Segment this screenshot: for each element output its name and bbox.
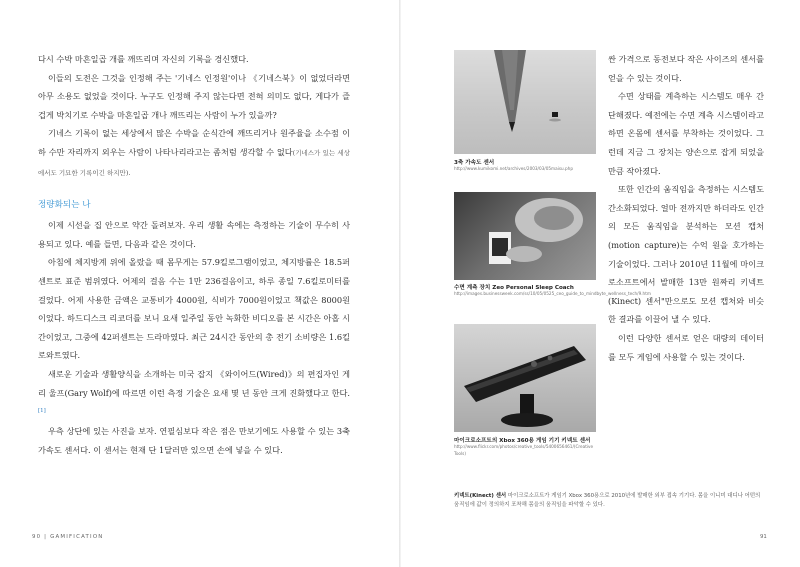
figure-caption-title: 마이크로소프트의 Xbox 360용 게임 기기 키넥트 센서 bbox=[454, 438, 591, 444]
paragraph bbox=[38, 124, 350, 182]
footer-right: 91 bbox=[760, 534, 767, 540]
sleep-coach-photo bbox=[454, 192, 596, 280]
kinect-illustration bbox=[454, 324, 596, 432]
paragraph: 이들의 도전은 그것을 인정해 주는 '기네스 인정원'이나 《기네스북》이 없었더라면 아무 소용도 없었을 것이다. 누구도 인정해 주지 않는다면 전혀 의미도 없다, 게다가 즐겁게 박치기로 수박을 마흔일곱 개나 깨뜨리는 사람이 누가 있을까? bbox=[38, 72, 350, 120]
paragraph: 수면 상태를 계측하는 시스템도 매우 간단해졌다. 예전에는 수면 계측 시스템이라고 하면 온몸에 센서를 부착하는 것이었다. 그런데 지금 그 장치는 양손으로 잡게 되었을 만큼 작아졌다. bbox=[608, 91, 764, 176]
right-page-body bbox=[608, 50, 764, 366]
paragraph: 이제 시선을 집 안으로 약간 돌려보자. 우리 생활 속에는 측정하는 기술이 무수히 사용되고 있다. 예를 들면, 다음과 같은 것이다. bbox=[38, 220, 350, 249]
paragraph: 싼 가격으로 동전보다 작은 사이즈의 센서를 얻을 수 있는 것이다. bbox=[608, 54, 764, 83]
left-page-body bbox=[38, 50, 350, 460]
page-gutter bbox=[399, 0, 401, 567]
parenthetical-note: (기네스가 있는 세상에서도 기묘한 기록이긴 하지만). bbox=[38, 148, 350, 177]
kinect-sidebar-note bbox=[454, 492, 764, 510]
paragraph: 아침에 체지방계 위에 올랐을 때 몸무게는 57.9킬로그램이었고, 체지방률은 18.5퍼센트로 표준 범위였다. 어제의 걸음 수는 1만 236걸음이고, 하루 종일 7.6킬로미터를 걸었다. 어제 사용한 금액은 교통비가 4000원, 식비가 7000원이었고 책값은 8000원이었다. 하드디스크 리코더를 보니 요새 일주일 동안 녹화한 비디오를 본 시간은 아홉 시간이었고, 그중에 42퍼센트는 드라마였다. 최근 24시간 동안의 총 전기 소비량은 1.6킬로와트였다. bbox=[38, 257, 350, 361]
sidebar-note-text: 마이크로소프트가 게임기 Xbox 360용으로 2010년에 발매한 외부 접속 기기다. 몸을 이니미 대디나 어떤의 움직임에 값이 정의하지 포착해 몸을의 움직임을 파악할 수 있다. bbox=[454, 493, 761, 508]
paragraph-text: 기네스 기록이 없는 세상에서 많은 수박을 순식간에 깨뜨리거나 원주율을 소수점 이하 수만 자리까지 외우는 사람이 나타나리라고는 좀처럼 생각할 수 없다 bbox=[38, 128, 350, 157]
footer-left: 90 | GAMIFICATION bbox=[32, 534, 104, 540]
figure-caption-url[interactable]: http://www.kumikomi.net/archives/2003/03/05maisu.php bbox=[454, 166, 573, 171]
kinect-photo bbox=[454, 324, 596, 432]
paragraph bbox=[38, 365, 350, 423]
sidebar-note-title: 키넥트(Kinect) 센서 bbox=[454, 493, 507, 499]
footnote-link[interactable]: [1] bbox=[38, 408, 46, 415]
figure-caption-title: 수면 계측 장치 Zeo Personal Sleep Coach bbox=[454, 285, 574, 291]
paragraph: 이런 다양한 센서로 얻은 대량의 데이터를 모두 게임에 사용할 수 있는 것이다. bbox=[608, 332, 764, 362]
sleep-coach-illustration bbox=[454, 192, 596, 280]
paragraph-text: 새로운 기술과 생활양식을 소개하는 미국 잡지 《와이어드(Wired)》의 편집자인 게리 울프(Gary Wolf)에 따르면 이런 측정 기술은 요새 몇 년 동안 크게 진화했다고 한다. bbox=[38, 368, 350, 398]
pencil-illustration bbox=[454, 50, 596, 154]
accelerometer-photo bbox=[454, 50, 596, 154]
paragraph: 우측 상단에 있는 사진을 보자. 연필심보다 작은 점은 만보기에도 사용할 수 있는 3축 가속도 센서다. 이 센서는 현재 단 1달러만 있으면 손에 넣을 수 있다. bbox=[38, 426, 350, 456]
section-heading: 정량화되는 나 bbox=[38, 200, 91, 211]
paragraph: 다시 수박 마흔일곱 개를 깨뜨리며 자신의 기록을 경신했다. bbox=[38, 54, 249, 64]
figure-caption-title: 3축 가속도 센서 bbox=[454, 160, 495, 166]
paragraph: 또한 인간의 움직임을 측정하는 시스템도 간소화되었다. 얼마 전까지만 하더라도 인간의 모든 움직임을 분석하는 모션 캡처(motion capture)는 수억 원을 호가하는 기술이었다. 그러나 2010년 11월에 마이크로소프트에서 발매한 13만 원짜리 키넥트(Kinect) 센서"만으로도 모션 캡처와 비슷한 결과를 이끌어 낼 수 있다. bbox=[608, 184, 764, 325]
figure-caption-url[interactable]: http://images.businessweek.com/ss/10/05/0525_ceo_guide_to_mindbyte_wellness_tech/9.htm bbox=[454, 291, 651, 296]
figure-caption-url[interactable]: http://www.flickr.com/photos/creative_tools/5400656461/(Creative Tools) bbox=[454, 444, 594, 456]
